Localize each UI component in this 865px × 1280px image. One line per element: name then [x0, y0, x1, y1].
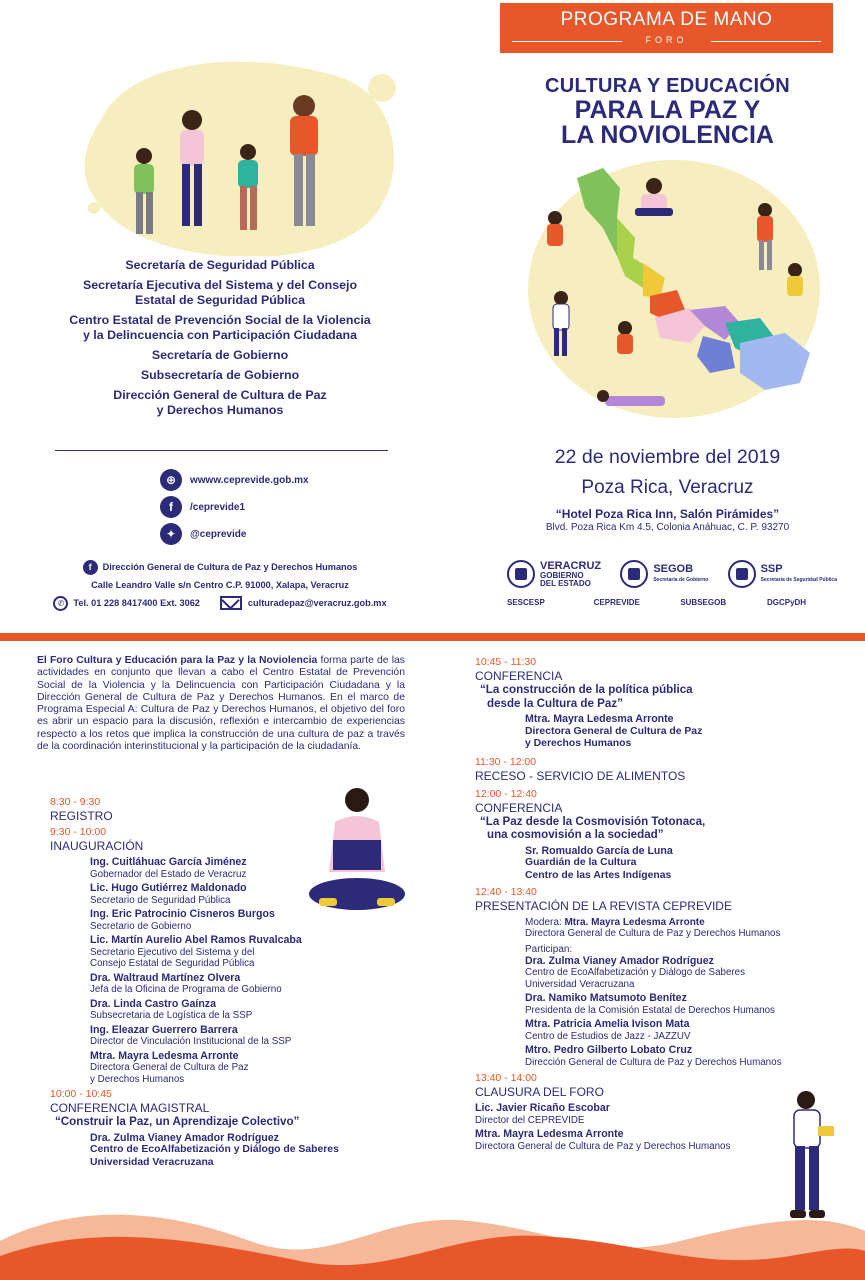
- contact-org: Dirección General de Cultura de Paz y Derechos Humanos: [102, 562, 358, 572]
- person-name: Ing. Eric Patrocinio Cisneros Burgos: [90, 908, 275, 920]
- twitter-icon: ✦: [160, 523, 182, 545]
- schedule-time: 10:45 - 11:30: [475, 656, 537, 668]
- session-title: PRESENTACIÓN DE LA REVISTA CEPREVIDE: [475, 899, 732, 913]
- twitter-handle[interactable]: @ceprevide: [190, 528, 247, 540]
- magazine-presenters: [475, 917, 845, 1068]
- moderator-row: [525, 917, 845, 928]
- headline-line1: CULTURA Y EDUCACIÓN: [545, 75, 790, 97]
- person-role: Centro de EcoAlfabetización y Diálogo de Saberes Universidad Veracruzana: [525, 967, 746, 990]
- person-name: Ing. Eleazar Guerrero Barrera: [90, 1023, 238, 1036]
- intro-text: forma parte de las actividades en conjunto que llevan a cabo el Centro Estatal de Prevención Social de la Violencia y la Delincuencia con Participación Ciudadana y la Dirección General de Cultura de Paz y Derechos Humanos. En el marco de Programa Especial A: Cultura de Paz y Derechos Humanos, el objetivo del foro es abrir un espacio para la discusión, reflexión e intercambio de experiencias respecto a los retos que implica la construcción de una cultura de paz a través de la coordinación interinstitucional y la participación de la ciudadanía.: [37, 655, 405, 753]
- intro-paragraph: [37, 655, 405, 753]
- social-links: [160, 468, 420, 549]
- secretariat-item: Secretaría de Seguridad Pública: [125, 258, 315, 272]
- headline-line2: PARA LA PAZ Y: [574, 96, 761, 124]
- schedule-time: 9:30 - 10:00: [50, 826, 107, 838]
- contact-email[interactable]: culturadepaz@veracruz.gob.mx: [247, 598, 387, 608]
- secretariat-item: Secretaría de Gobierno: [151, 348, 289, 362]
- session-quote: “La construcción de la política pública: [480, 683, 693, 696]
- session-quote: desde la Cultura de Paz”: [487, 696, 623, 710]
- person-name: Mtra. Mayra Ledesma Arronte: [525, 713, 674, 725]
- web-url[interactable]: wwww.ceprevide.gob.mx: [190, 474, 309, 486]
- person-role: Subsecretaria de Logística de la SSP: [90, 1010, 253, 1021]
- moderator-name: Mtra. Mayra Ledesma Arronte: [564, 917, 705, 928]
- segob-subtitle: Secretaría de Gobierno: [653, 577, 709, 583]
- contact-block: [20, 558, 420, 612]
- contact-address: Calle Leandro Valle s/n Centro C.P. 91000, Xalapa, Veracruz: [91, 580, 349, 590]
- person-role: Dirección General de Cultura de Paz y Derechos Humanos: [525, 1056, 782, 1068]
- veracruz-name: VERACRUZ: [540, 559, 602, 572]
- session-title: CLAUSURA DEL FORO: [475, 1085, 604, 1099]
- veracruz-map-illustration: [525, 158, 823, 420]
- secretariat-item: Dirección General de Cultura de Paz y Derechos Humanos: [113, 388, 327, 417]
- twitter-link[interactable]: [160, 522, 420, 546]
- program-left-column: [50, 796, 410, 1169]
- person-org: y Derechos Humanos: [525, 738, 632, 749]
- program-right-column: [475, 656, 845, 1154]
- logos-row-main: [507, 560, 837, 588]
- event-venue: “Hotel Poza Rica Inn, Salón Pirámides”: [555, 507, 780, 521]
- facebook-link[interactable]: [160, 495, 420, 519]
- headline-line3: LA NOVIOLENCIA: [561, 121, 774, 149]
- session-quote: “La Paz desde la Cosmovisión Totonaca,: [480, 814, 706, 828]
- front-right-column: [495, 0, 840, 636]
- ssp-logo: [728, 560, 837, 588]
- logos-row-secondary: [507, 598, 837, 607]
- session-title: REGISTRO: [50, 809, 113, 823]
- participants-label: Participan:: [525, 943, 573, 955]
- schedule-time: 11:30 - 12:00: [475, 755, 537, 768]
- veracruz-line2: GOBIERNO: [540, 570, 584, 580]
- person-name: Lic. Hugo Gutiérrez Maldonado: [90, 882, 247, 894]
- contact-address-row: [20, 576, 420, 594]
- segob-name: SEGOB: [653, 563, 694, 575]
- secretariat-item: Secretaría Ejecutiva del Sistema y del Consejo Estatal de Seguridad Pública: [82, 278, 358, 307]
- schedule-time: 8:30 - 9:30: [50, 796, 101, 808]
- secretariat-item: Subsecretaría de Gobierno: [140, 368, 300, 382]
- banner-subtitle: FORO: [500, 35, 833, 45]
- subsegob-logo: SUBSEGOB: [680, 598, 727, 607]
- person-role: Director del CEPREVIDE: [475, 1114, 585, 1126]
- family-illustration: [72, 58, 402, 256]
- person-name: Dra. Zulma Vianey Amador Rodríguez: [525, 954, 714, 967]
- ssp-name: SSP: [760, 563, 783, 575]
- contact-org-row: [20, 558, 420, 576]
- ceprevide-logo: CEPREVIDE: [593, 598, 640, 607]
- session-title: CONFERENCIA MAGISTRAL: [50, 1101, 210, 1115]
- person-org: Universidad Veracruzana: [90, 1156, 214, 1168]
- secretariat-item: Centro Estatal de Prevención Social de la Violencia y la Delincuencia con Participación Ciudadana: [69, 313, 371, 342]
- inauguration-people: [50, 856, 410, 1085]
- dgcpydh-logo: DGCPyDH: [766, 598, 807, 607]
- intro-bold: El Foro Cultura y Educación para la Paz y la Noviolencia: [37, 655, 318, 666]
- person-role: Directora General de Cultura de Paz y Derechos Humanos: [90, 1062, 249, 1085]
- schedule-time: 12:40 - 13:40: [475, 886, 537, 898]
- conf1-speaker: [475, 713, 845, 751]
- contact-phone-email-row: [20, 594, 420, 612]
- session-title: CONFERENCIA: [475, 669, 563, 683]
- veracruz-seal-icon: [507, 560, 535, 588]
- ssp-subtitle: Secretaría de Seguridad Pública: [760, 577, 837, 583]
- person-name: Mtra. Mayra Ledesma Arronte: [90, 1049, 239, 1062]
- veracruz-logo: [507, 560, 601, 588]
- moderator-label: Modera:: [525, 917, 565, 928]
- person-role: Presidenta de la Comisión Estatal de Derechos Humanos: [525, 1004, 775, 1016]
- person-name: Dra. Namiko Matsumoto Benítez: [525, 992, 687, 1004]
- person-org: Directora General de Cultura de Paz: [525, 725, 703, 737]
- facebook-handle[interactable]: /ceprevide1: [190, 501, 246, 513]
- session-title: RECESO - SERVICIO DE ALIMENTOS: [475, 768, 686, 783]
- facebook-icon: f: [160, 496, 182, 518]
- divider-band: [0, 633, 865, 641]
- person-role: Directora General de Cultura de Paz y Derechos Humanos: [475, 1140, 731, 1152]
- person-role: Director de Vinculación Institucional de la SSP: [90, 1036, 292, 1047]
- web-link[interactable]: [160, 468, 420, 492]
- event-date: 22 de noviembre del 2019: [554, 446, 781, 468]
- segob-seal-icon: [620, 560, 648, 588]
- person-name: Sr. Romualdo García de Luna: [525, 844, 673, 857]
- person-org: Guardián de la Cultura: [525, 857, 637, 868]
- session-title: CONFERENCIA: [475, 800, 563, 815]
- event-address: Blvd. Poza Rica Km 4.5, Colonia Anáhuac, C. P. 93270: [545, 522, 790, 533]
- conf2-speaker: [475, 845, 845, 883]
- person-name: Ing. Cuitláhuac García Jiménez: [90, 856, 247, 868]
- veracruz-line3: DEL ESTADO: [540, 578, 591, 588]
- person-role: Jefa de la Oficina de Programa de Gobierno: [90, 984, 282, 995]
- magistral-speaker: [50, 1132, 410, 1170]
- person-role: Secretario Ejecutivo del Sistema y del Consejo Estatal de Seguridad Pública: [90, 946, 255, 969]
- ssp-seal-icon: [728, 560, 756, 588]
- person-name: Dra. Linda Castro Gaínza: [90, 997, 216, 1010]
- secretariats-list: [20, 258, 420, 423]
- person-name: Dra. Waltraud Martínez Olvera: [90, 971, 241, 984]
- mail-icon: [220, 596, 242, 610]
- globe-icon: ⊕: [160, 469, 182, 491]
- person-name: Mtra. Mayra Ledesma Arronte: [475, 1128, 624, 1140]
- person-role: Secretario de Seguridad Pública: [90, 894, 231, 906]
- event-info: [495, 446, 840, 533]
- sescesp-logo: SESCESP: [507, 598, 545, 607]
- decorative-waves: [0, 1201, 865, 1280]
- event-city: Poza Rica, Veracruz: [581, 477, 754, 498]
- schedule-time: 12:00 - 12:40: [475, 787, 537, 800]
- forum-headline: [495, 75, 840, 148]
- person-name: Mtra. Patricia Amelia Ivison Mata: [525, 1018, 690, 1030]
- schedule-time: 13:40 - 14:00: [475, 1072, 537, 1084]
- person-role: Gobernador del Estado de Veracruz: [90, 868, 247, 880]
- flyer-front: [0, 0, 865, 636]
- banner-title: PROGRAMA DE MANO: [560, 9, 773, 30]
- person-org: Centro de las Artes Indígenas: [525, 869, 672, 881]
- moderator-role: Directora General de Cultura de Paz y Derechos Humanos: [525, 928, 781, 939]
- schedule-time: 10:00 - 10:45: [50, 1088, 112, 1100]
- session-quote: “Construir la Paz, un Aprendizaje Colectivo”: [55, 1115, 300, 1128]
- institution-logos: [507, 560, 837, 607]
- person-name: Dra. Zulma Vianey Amador Rodríguez: [90, 1131, 279, 1144]
- contact-phone[interactable]: Tel. 01 228 8417400 Ext. 3062: [73, 598, 200, 608]
- session-title: INAUGURACIÓN: [50, 839, 144, 853]
- segob-logo: [620, 560, 708, 588]
- person-org: Centro de EcoAlfabetización y Diálogo de Saberes: [90, 1144, 339, 1155]
- person-name: Mtro. Pedro Gilberto Lobato Cruz: [525, 1044, 693, 1056]
- person-name: Lic. Martín Aurelio Abel Ramos Ruvalcaba: [90, 934, 302, 946]
- separator-line: [55, 450, 388, 451]
- facebook-icon: f: [83, 560, 98, 575]
- front-left-column: [20, 40, 420, 630]
- whatsapp-icon: ✆: [53, 596, 68, 611]
- program-banner: [500, 3, 833, 53]
- flyer-program: [0, 641, 865, 1280]
- person-role: Secretario de Gobierno: [90, 920, 192, 932]
- person-role: Centro de Estudios de Jazz - JAZZUV: [525, 1030, 691, 1042]
- person-name: Lic. Javier Ricaño Escobar: [475, 1102, 610, 1114]
- session-quote: una cosmovisión a la sociedad”: [487, 828, 664, 841]
